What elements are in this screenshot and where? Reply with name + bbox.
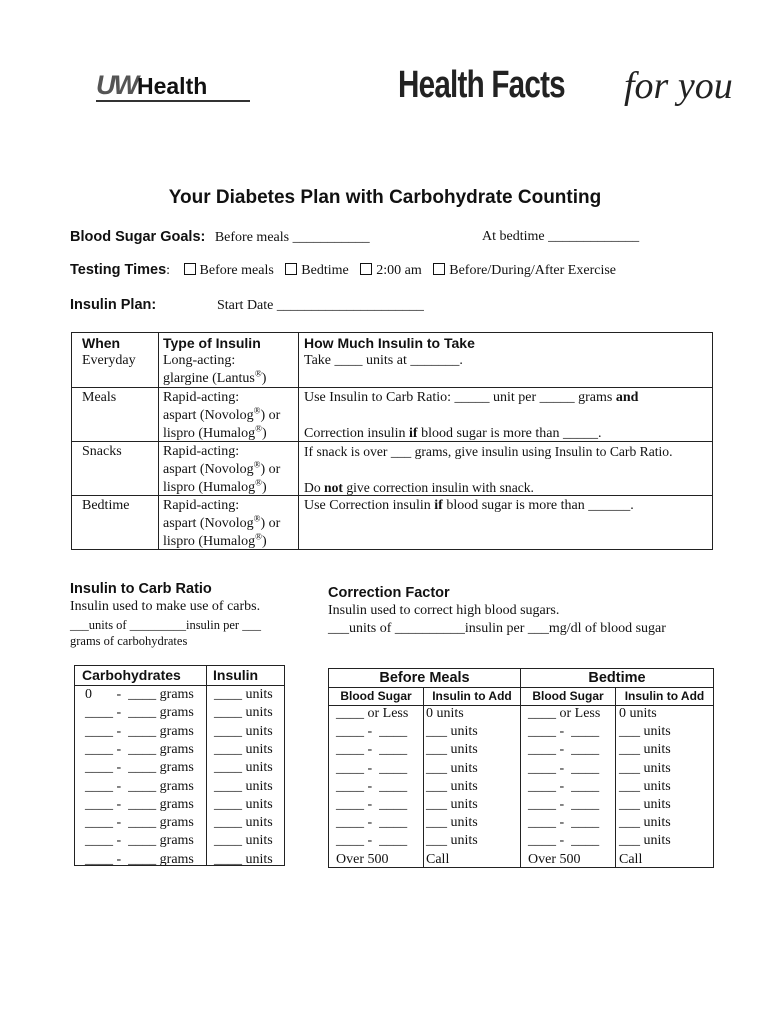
table-row [75,814,284,833]
blood-sugar-meals-cell[interactable]: ____ - ____ [336,778,408,794]
row-snacks-type: Rapid-acting: aspart (Novolog®) or lispro (Humalog®) [163,444,281,495]
table-row [329,705,713,724]
table-row [75,851,284,870]
insulin-plan-label: Insulin Plan: [70,297,157,313]
blood-sugar-meals-cell[interactable]: ____ - ____ [336,742,408,758]
header-type: Type of Insulin [163,335,261,351]
blood-sugar-bedtime-cell[interactable]: ____ - ____ [528,760,600,776]
correction-heading: Correction Factor [328,585,450,601]
health-facts-tagline: for you [624,65,733,107]
header-how-much: How Much Insulin to Take [304,335,475,351]
blood-sugar-goals [70,229,370,246]
subheader-blood-sugar-meals: Blood Sugar [340,689,412,703]
table-row [329,832,713,851]
carb-ratio-table [74,665,285,866]
insulin-bedtime-cell[interactable]: ___ units [619,797,671,812]
ratio-description: Insulin used to make use of carbs. [70,599,261,614]
testing-label: Testing Times [70,262,167,278]
blood-sugar-meals-cell[interactable]: ____ - ____ [336,724,408,740]
checkbox-icon[interactable] [433,263,445,275]
checkbox-icon[interactable] [360,263,372,275]
row-everyday-how[interactable]: Take ____ units at _______. [304,353,463,368]
table-row [329,814,713,833]
blood-sugar-meals-cell[interactable]: Over 500 [336,851,389,867]
testing-option-bedtime[interactable]: Bedtime [285,263,348,278]
insulin-units-cell[interactable]: ____ units [214,815,273,831]
health-facts-title: Health Facts [398,64,565,106]
carb-range-cell[interactable]: ____ - ____ grams [85,723,194,739]
insulin-units-cell[interactable]: ____ units [214,760,273,776]
row-meals-when: Meals [82,390,117,405]
blood-sugar-meals-cell[interactable]: ____ or Less [336,706,409,721]
goal-at-bedtime[interactable]: At bedtime _____________ [482,229,640,244]
insulin-plan-table [71,332,713,550]
table-row [75,686,284,705]
checkbox-icon[interactable] [285,263,297,275]
header-insulin: Insulin [213,667,259,683]
insulin-bedtime-cell[interactable]: ___ units [619,815,671,831]
blood-sugar-bedtime-cell[interactable]: ____ - ____ [528,815,600,831]
blood-sugar-meals-cell[interactable]: ____ - ____ [336,815,408,831]
correction-description: Insulin used to correct high blood sugars. [328,603,560,618]
table-row [75,796,284,815]
ratio-formula[interactable]: ___units of _________insulin per ___ [70,618,261,632]
insulin-meals-cell[interactable]: 0 units [426,706,464,721]
testing-option-2am[interactable]: 2:00 am [360,263,422,278]
blood-sugar-meals-cell[interactable]: ____ - ____ [336,797,408,812]
testing-colon: : [166,263,171,278]
table-row [329,851,713,870]
blood-sugar-bedtime-cell[interactable]: ____ - ____ [528,778,600,794]
row-bedtime-when: Bedtime [82,498,130,513]
insulin-meals-cell[interactable]: ___ units [426,833,478,849]
table-row [75,778,284,797]
row-snacks-how[interactable]: If snack is over ___ grams, give insulin using Insulin to Carb Ratio. Do not give correction insulin with snack. [304,444,673,495]
row-meals-how[interactable]: Use Insulin to Carb Ratio: _____ unit per _____ grams and Correction insulin if blood sugar is more than _____. [304,390,639,441]
insulin-meals-cell[interactable]: ___ units [426,724,478,740]
goal-before-meals[interactable]: Before meals ___________ [214,230,370,245]
correction-factor-table [328,668,714,868]
row-snacks-when: Snacks [82,444,122,459]
blood-sugar-bedtime-cell[interactable]: ____ - ____ [528,833,600,849]
insulin-meals-cell[interactable]: ___ units [426,797,478,812]
blood-sugar-bedtime-cell[interactable]: ____ - ____ [528,724,600,740]
carb-range-cell[interactable]: ____ - ____ grams [85,851,194,867]
testing-option-exercise[interactable]: Before/During/After Exercise [433,263,616,278]
insulin-bedtime-cell[interactable]: ___ units [619,833,671,849]
checkbox-icon[interactable] [184,263,196,275]
ratio-formula-unit: grams of carbohydrates [70,634,188,648]
insulin-bedtime-cell[interactable]: ___ units [619,778,671,794]
document-title: Your Diabetes Plan with Carbohydrate Counting [168,187,602,208]
insulin-meals-cell[interactable]: ___ units [426,760,478,776]
subheader-blood-sugar-bedtime: Blood Sugar [532,689,604,703]
health-facts-logo [398,64,733,107]
insulin-units-cell[interactable]: ____ units [214,778,273,794]
subheader-insulin-bedtime: Insulin to Add [624,689,705,703]
correction-formula[interactable]: ___units of __________insulin per ___mg/dl of blood sugar [328,621,666,636]
insulin-bedtime-cell[interactable]: Call [619,851,643,867]
table-row [75,704,284,723]
carb-range-cell[interactable]: ____ - ____ grams [85,778,194,794]
header-carbohydrates: Carbohydrates [82,667,181,683]
row-bedtime-how[interactable]: Use Correction insulin if blood sugar is more than ______. [304,498,634,513]
insulin-units-cell[interactable]: ____ units [214,705,273,721]
insulin-units-cell[interactable]: ____ units [214,851,273,867]
carb-range-cell[interactable]: ____ - ____ grams [85,705,194,721]
row-meals-type: Rapid-acting: aspart (Novolog®) or lispro (Humalog®) [163,390,281,441]
carb-range-cell[interactable]: ____ - ____ grams [85,796,194,812]
row-everyday-when: Everyday [82,353,136,368]
uw-logo-name: Health [136,73,208,99]
insulin-bedtime-cell[interactable]: 0 units [619,706,657,721]
blood-sugar-bedtime-cell[interactable]: Over 500 [528,851,581,867]
insulin-bedtime-cell[interactable]: ___ units [619,724,671,740]
uw-logo-rule [96,100,250,102]
table-row [75,723,284,742]
table-row [329,741,713,760]
start-date-field[interactable]: Start Date _____________________ [217,298,424,313]
insulin-meals-cell[interactable]: Call [426,851,450,867]
blood-sugar-bedtime-cell[interactable]: ____ or Less [528,706,601,721]
goals-label: Blood Sugar Goals: [70,229,206,245]
insulin-meals-cell[interactable]: ___ units [426,778,478,794]
insulin-units-cell[interactable]: ____ units [214,687,273,702]
header-bedtime: Bedtime [588,670,646,686]
ratio-heading: Insulin to Carb Ratio [70,581,212,597]
testing-times [70,262,616,279]
blood-sugar-bedtime-cell[interactable]: ____ - ____ [528,797,600,812]
carb-range-cell[interactable]: ____ - ____ grams [85,760,194,776]
blood-sugar-bedtime-cell[interactable]: ____ - ____ [528,742,600,758]
insulin-units-cell[interactable]: ____ units [214,723,273,739]
carb-range-cell[interactable]: ____ - ____ grams [85,815,194,831]
carb-range-cell[interactable]: ____ - ____ grams [85,741,194,757]
insulin-meals-cell[interactable]: ___ units [426,742,478,758]
insulin-units-cell[interactable]: ____ units [214,833,273,849]
row-everyday-type: Long-acting: glargine (Lantus®) [163,353,267,386]
table-row [329,778,713,797]
table-row [75,759,284,778]
header-before-meals: Before Meals [379,670,470,686]
insulin-units-cell[interactable]: ____ units [214,796,273,812]
table-row [329,796,713,815]
table-row [329,723,713,742]
insulin-meals-cell[interactable]: ___ units [426,815,478,831]
subheader-insulin-meals: Insulin to Add [432,689,512,703]
row-bedtime-type: Rapid-acting: aspart (Novolog®) or lispro (Humalog®) [163,498,281,549]
header-when: When [82,335,121,351]
insulin-units-cell[interactable]: ____ units [214,741,273,757]
table-row [75,741,284,760]
insulin-bedtime-cell[interactable]: ___ units [619,742,671,758]
blood-sugar-meals-cell[interactable]: ____ - ____ [336,833,408,849]
table-row [329,760,713,779]
testing-option-before-meals[interactable]: Before meals [184,263,274,278]
uw-logo-prefix: UW [96,70,137,100]
carb-range-cell[interactable]: ____ - ____ grams [85,833,194,849]
table-row [75,832,284,851]
carb-range-cell[interactable]: 0 - ____ grams [85,687,194,702]
blood-sugar-meals-cell[interactable]: ____ - ____ [336,760,408,776]
insulin-bedtime-cell[interactable]: ___ units [619,760,671,776]
